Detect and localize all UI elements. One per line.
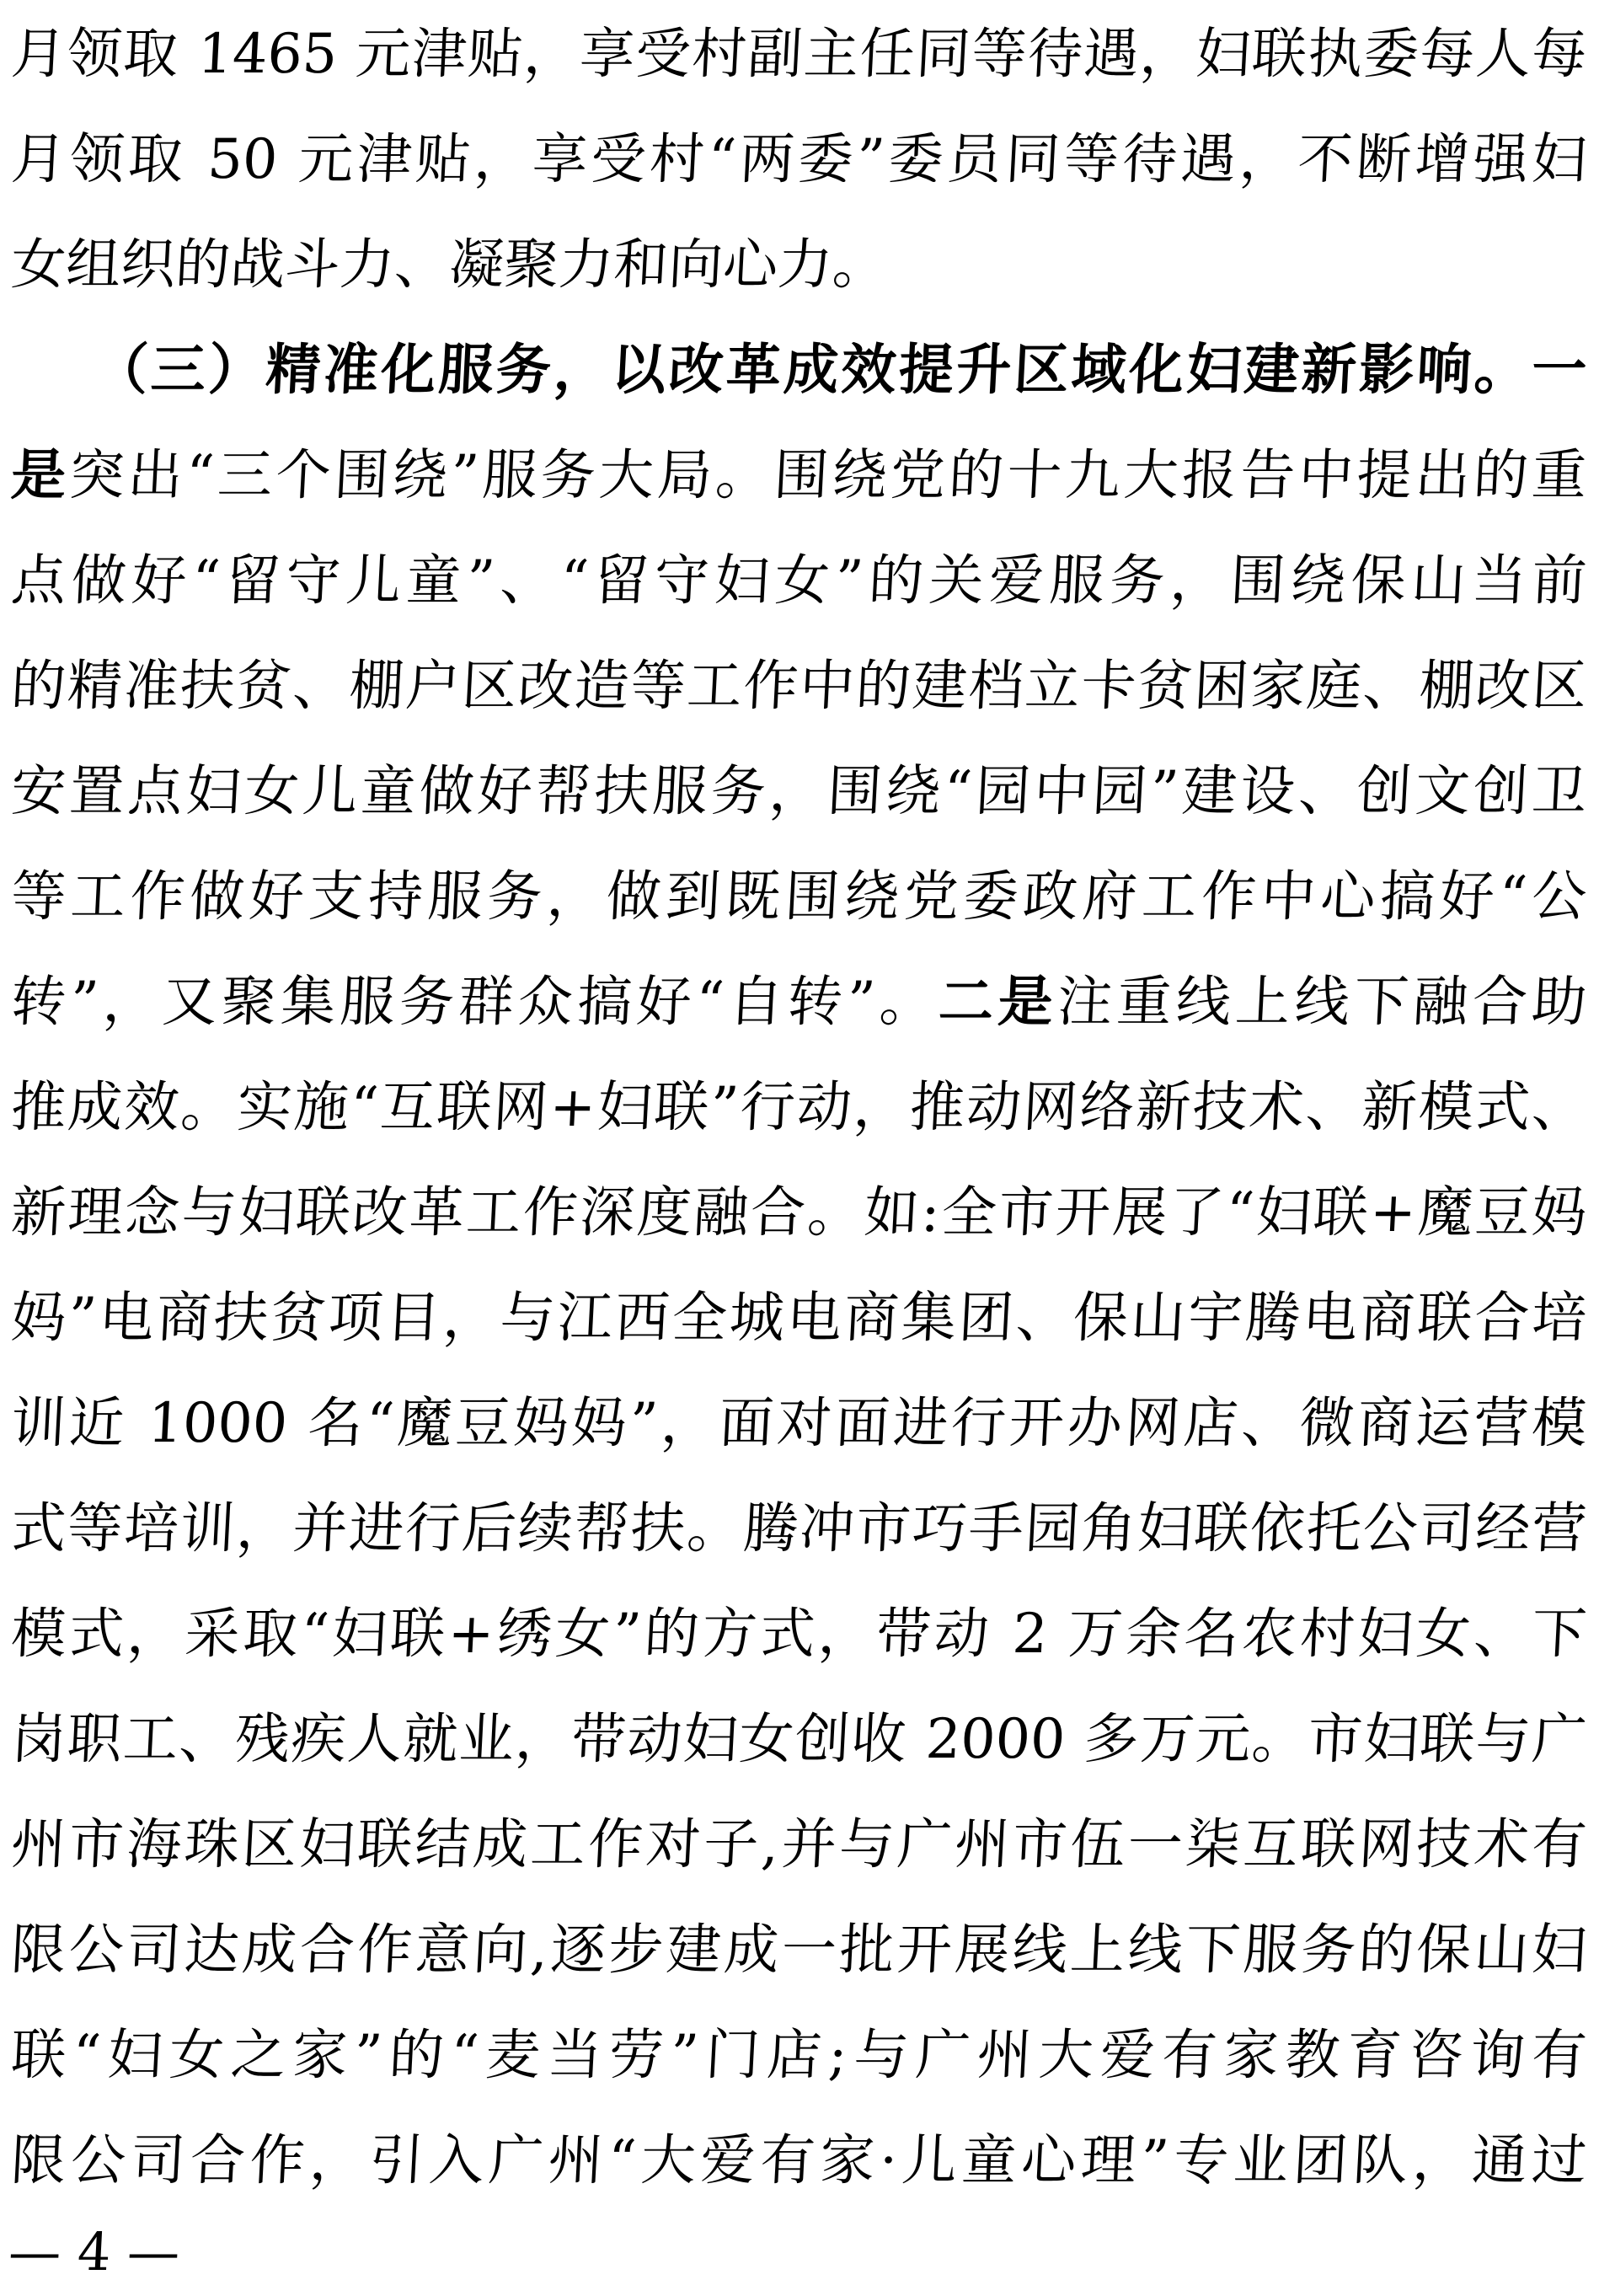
text-line <box>8 212 1590 318</box>
text-line <box>8 1160 1590 1266</box>
text-run: 注重线上线下融合助 <box>1056 971 1589 1034</box>
text-run: 推成效。实施“互联网+妇联”行动，推动网络新技术、新模式、 <box>9 1076 1589 1139</box>
text-run: 限公司合作，引入广州“大爱有家·儿童心理”专业团队，通过 <box>9 2129 1589 2192</box>
text-run: 点做好“留守儿童”、“留守妇女”的关爱服务，围绕保山当前 <box>9 549 1589 613</box>
text-line <box>8 423 1590 528</box>
text-run: 女组织的战斗力、凝聚力和向心力。 <box>9 233 890 297</box>
text-line <box>8 950 1590 1055</box>
text-run: 突出“三个围绕”服务大局。围绕党的十九大报告中提出的重 <box>67 444 1589 507</box>
text-run: 限公司达成合作意向,逐步建成一批开展线上线下服务的保山妇 <box>9 1919 1589 1982</box>
text-run: 联“妇女之家”的“麦当劳”门店;与广州大爱有家教育咨询有 <box>9 2024 1589 2087</box>
text-run: 模式，采取“妇联+绣女”的方式，带动 2 万余名农村妇女、下 <box>9 1603 1589 1666</box>
text-line <box>8 634 1590 739</box>
page-number: — 4 — <box>7 2221 182 2283</box>
text-line <box>8 1476 1590 1582</box>
text-line <box>8 1792 1590 1897</box>
text-run: 式等培训，并进行后续帮扶。腾冲市巧手园角妇联依托公司经营 <box>9 1497 1589 1560</box>
text-run: 等工作做好支持服务，做到既围绕党委政府工作中心搞好“公 <box>9 865 1589 929</box>
text-run: 月领取 1465 元津贴，享受村副主任同等待遇，妇联执委每人每 <box>9 23 1589 86</box>
text-line <box>8 1266 1590 1371</box>
text-line <box>8 528 1590 634</box>
text-run: 训近 1000 名“魔豆妈妈”，面对面进行开办网店、微商运营模 <box>9 1392 1589 1455</box>
text-line <box>8 1582 1590 1687</box>
text-line <box>8 2 1590 107</box>
emphasis-run: 二是 <box>937 970 1060 1034</box>
emphasis-run: 是 <box>9 443 72 507</box>
section-heading-run: （三）精准化服务，以改革成效提升区域化妇建新影响。 <box>91 338 1534 402</box>
text-line <box>8 1055 1590 1160</box>
text-line <box>8 107 1590 212</box>
text-line-section-heading <box>8 318 1590 423</box>
text-line <box>8 1371 1590 1476</box>
text-run: 州市海珠区妇联结成工作对子,并与广州市伍一柒互联网技术有 <box>9 1813 1589 1876</box>
emphasis-run: 一 <box>1530 338 1589 402</box>
text-line <box>8 1897 1590 2003</box>
text-run: 月领取 50 元津贴，享受村“两委”委员同等待遇，不断增强妇 <box>9 128 1589 191</box>
text-run: 转”，又聚集服务群众搞好“自转”。 <box>9 971 941 1034</box>
text-run: 安置点妇女儿童做好帮扶服务，围绕“园中园”建设、创文创卫 <box>9 760 1589 823</box>
text-line <box>8 844 1590 950</box>
text-line <box>8 2108 1590 2213</box>
text-line <box>8 2003 1590 2108</box>
text-run: 妈”电商扶贫项目，与江西全城电商集团、保山宇腾电商联合培 <box>9 1287 1589 1350</box>
text-run: 新理念与妇联改革工作深度融合。如:全市开展了“妇联+魔豆妈 <box>9 1181 1589 1244</box>
text-line <box>8 1687 1590 1792</box>
text-run: 的精准扶贫、棚户区改造等工作中的建档立卡贫困家庭、棚改区 <box>9 655 1589 718</box>
document-body <box>8 2 1589 2213</box>
text-run: 岗职工、残疾人就业，带动妇女创收 2000 多万元。市妇联与广 <box>9 1708 1589 1771</box>
text-line <box>8 739 1590 844</box>
